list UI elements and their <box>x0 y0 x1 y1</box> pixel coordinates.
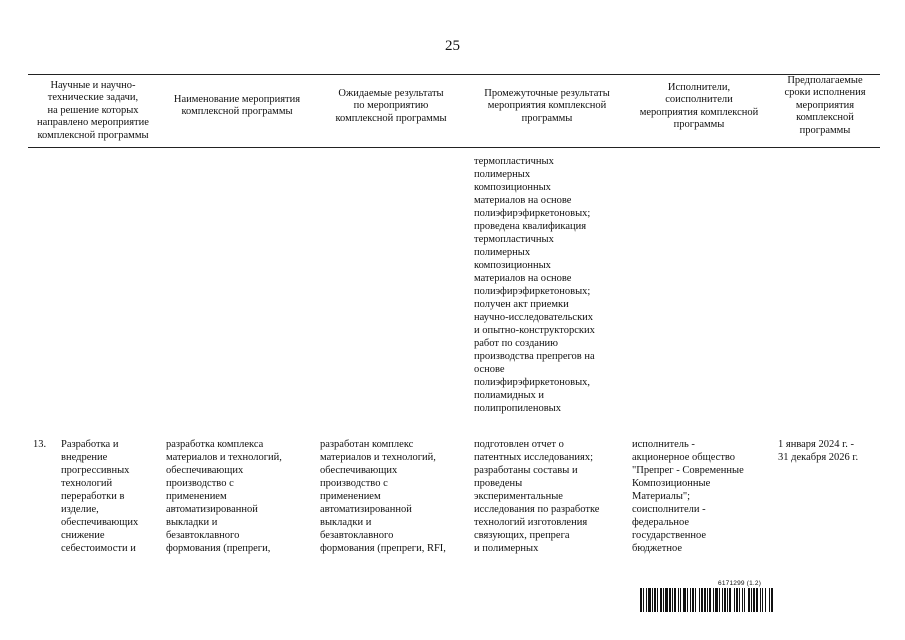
header-tasks: Научные и научно- технические задачи, на решение которых направлено мероприятие комплексной программы <box>37 80 149 141</box>
row-13-task: Разработка и внедрение прогрессивных технологий переработки в изделие, обеспечивающих снижение себестоимости и <box>61 439 139 554</box>
header-expected: Ожидаемые результаты по мероприятию комплексной программы <box>335 88 447 124</box>
row-13-executors: исполнитель - акционерное общество "Препрег - Современные Композиционные Материалы"; соисполнители - федеральное государственное бюджетное <box>632 439 744 554</box>
page-number: 25 <box>445 38 460 54</box>
header-dates: Предполагаемые сроки исполнения мероприятия комплексной программы <box>784 75 866 136</box>
header-activity: Наименование мероприятия комплексной программы <box>173 94 301 118</box>
table-header-rule <box>28 147 880 148</box>
table-top-rule <box>28 74 880 75</box>
header-executors: Исполнители, соисполнители мероприятия комплексной программы <box>639 82 759 131</box>
row-13-activity: разработка комплекса материалов и технологий, обеспечивающих производство с применением автоматизированной выкладки и безавтоклавного формования (препреги, <box>166 439 282 554</box>
document-id: 6171299 (1.2) <box>718 580 762 587</box>
header-interim: Промежуточные результаты мероприятия комплексной программы <box>484 88 610 124</box>
row-13-interim-results: подготовлен отчет о патентных исследованиях; разработаны составы и проведены экспериментальные исследования по разработке технологий изготовления связующих, препрега и полимерных <box>474 439 600 554</box>
continuation-interim-results: термопластичных полимерных композиционных материалов на основе полиэфирэфиркетоновых; проведена квалификация термопластичных полимерных композиционных материалов на основе полиэфирэфиркетоновых; получен акт приемки научно-исследовательских и опытно-конструкторских работ по созданию производства препрегов на основе полиэфирэфиркетоновых, полиамидных и полипропиленовых <box>474 156 595 414</box>
barcode <box>640 588 858 612</box>
row-13-number: 13. <box>33 439 47 450</box>
row-13-expected-results: разработан комплекс материалов и технологий, обеспечивающих производство с применением автоматизированной выкладки и безавтоклавного формования (препреги, RFI, <box>320 439 446 554</box>
row-13-dates: 1 января 2024 г. - 31 декабря 2026 г. <box>778 439 859 463</box>
